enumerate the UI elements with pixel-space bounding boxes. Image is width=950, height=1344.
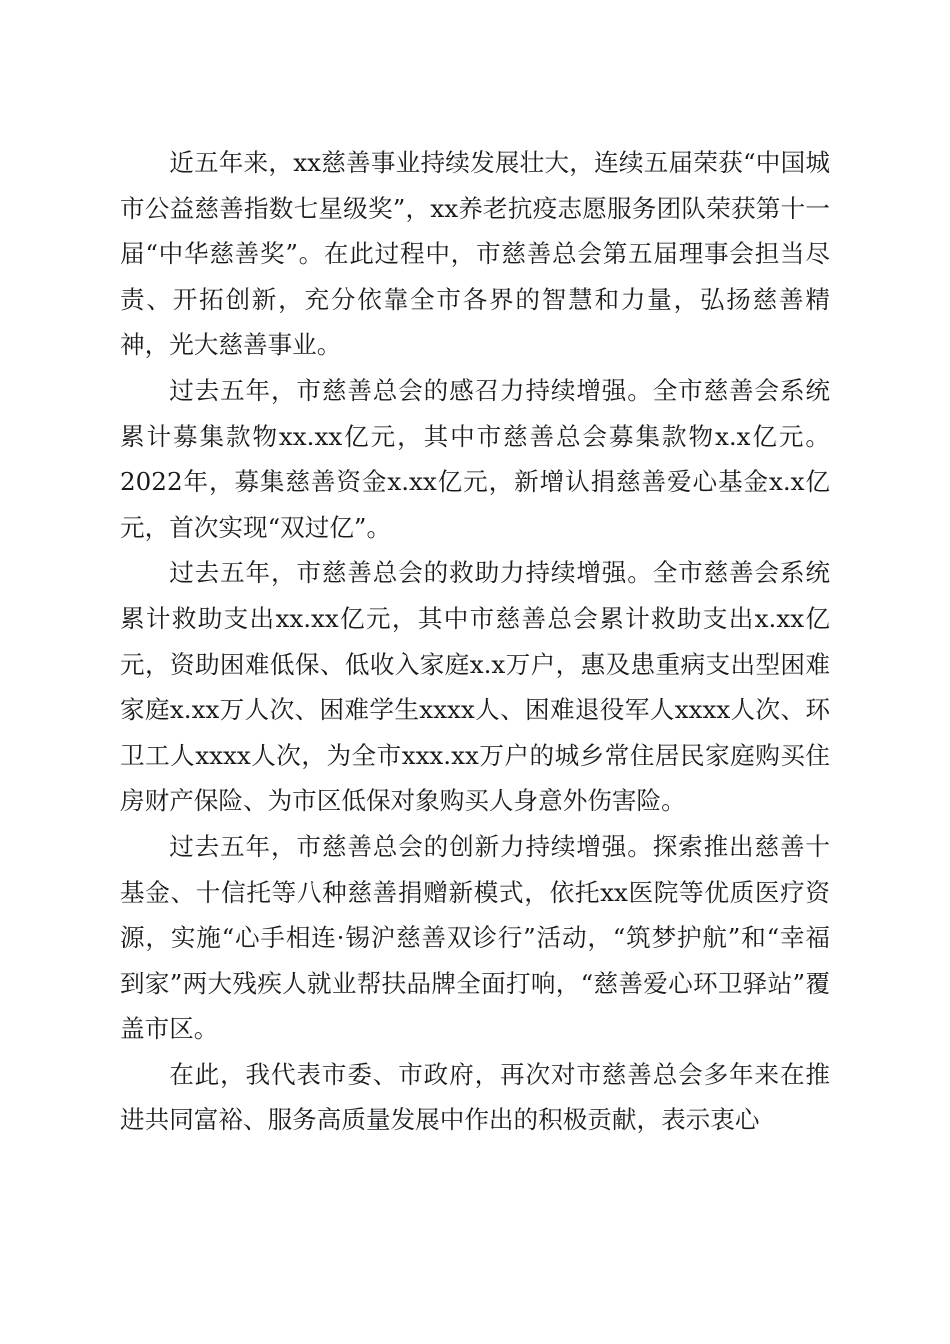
paragraph-innovation: 过去五年，市慈善总会的创新力持续增强。探索推出慈善十基金、十信托等八种慈善捐赠新模式，依托xx医院等优质医疗资源，实施“心手相连·锡沪慈善双诊行”活动，“筑梦护航”和“幸福到家”两大残疾人就业帮扶品牌全面打响，“慈善爱心环卫驿站”覆盖市区。 (120, 831, 830, 1044)
paragraph-achievements: 近五年来，xx慈善事业持续发展壮大，连续五届荣获“中国城市公益慈善指数七星级奖”，xx养老抗疫志愿服务团队荣获第十一届“中华慈善奖”。在此过程中，市慈善总会第五届理事会担当尽责、开拓创新，充分依靠全市各界的智慧和力量，弘扬慈善精神，光大慈善事业。 (120, 148, 830, 360)
paragraph-appeal: 过去五年，市慈善总会的感召力持续增强。全市慈善会系统累计募集款物xx.xx亿元，其中市慈善总会募集款物x.x亿元。2022年，募集慈善资金x.xx亿元，新增认捐慈善爱心基金x.x亿元，首次实现“双过亿”。 (120, 375, 830, 542)
paragraph-thanks: 在此，我代表市委、市政府，再次对市慈善总会多年来在推进共同富裕、服务高质量发展中作出的积极贡献，表示衷心 (120, 1059, 830, 1135)
document-page (120, 140, 830, 1143)
paragraph-relief: 过去五年，市慈善总会的救助力持续增强。全市慈善会系统累计救助支出xx.xx亿元，其中市慈善总会累计救助支出x.xx亿元，资助困难低保、低收入家庭x.x万户，惠及患重病支出型困难家庭x.xx万人次、困难学生xxxx人、困难退役军人xxxx人次、环卫工人xxxx人次，为全市xxx.xx万户的城乡常住居民家庭购买住房财产保险、为市区低保对象购买人身意外伤害险。 (120, 558, 830, 816)
